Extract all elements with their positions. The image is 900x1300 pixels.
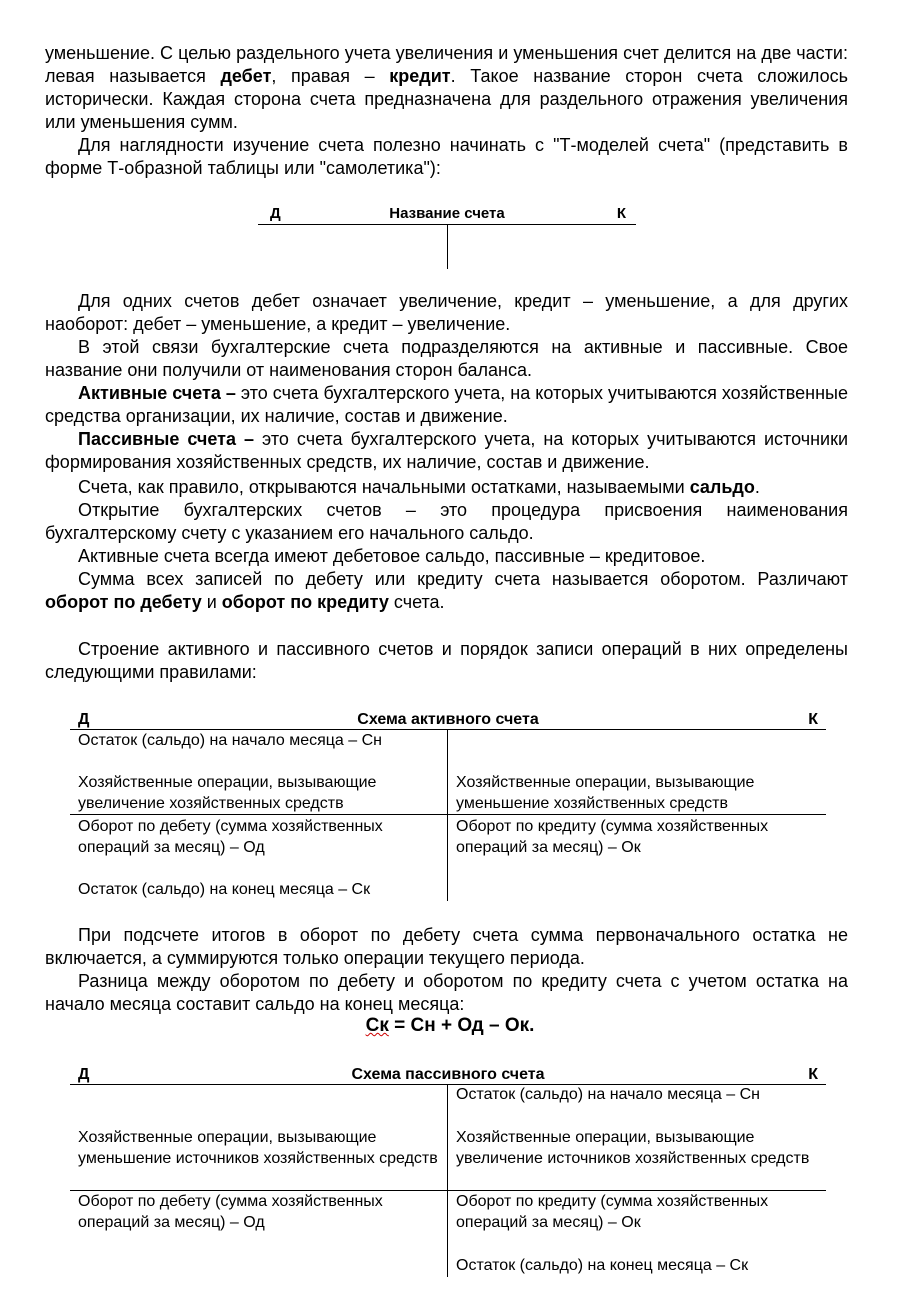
t-model-vertical-line bbox=[447, 224, 448, 269]
term-passive-accounts: Пассивные счета – bbox=[78, 429, 255, 449]
formula-rhs: = Сн + Од – Ок. bbox=[388, 1015, 535, 1036]
paragraph-closing-balance: Разница между оборотом по дебету и оборотом по кредиту счета с учетом остатка на начало месяца составит сальдо на конец месяца: bbox=[45, 971, 848, 1014]
text: это счета бухгалтерского учета, на которых учитываются источники формирования хозяйственных средств, их наличие, состав и движение. bbox=[45, 429, 848, 472]
paragraph-turnover-calc: При подсчете итогов в оборот по дебету счета сумма первоначального остатка не включается, а суммируются только операции текущего периода. bbox=[45, 925, 848, 968]
debit-operations-cell: Хозяйственные операции, вызывающие уменьшение источников хозяйственных средств bbox=[78, 1129, 438, 1167]
credit-turnover-cell: Оборот по кредиту (сумма хозяйственных операций за месяц) – Ок bbox=[456, 1193, 769, 1231]
credit-turnover-cell: Оборот по кредиту (сумма хозяйственных операций за месяц) – Ок bbox=[456, 818, 769, 856]
paragraph-saldo-types: Активные счета всегда имеют дебетовое сальдо, пассивные – кредитовое. bbox=[78, 546, 706, 566]
t-model-title: Название счета bbox=[389, 205, 505, 222]
text: уменьшение. С целью раздельного учета увеличения и уменьшения счет делится на две части: левая называется bbox=[45, 43, 848, 86]
t-model-diagram bbox=[258, 205, 636, 269]
paragraph-debit-credit bbox=[45, 42, 848, 134]
text: Сумма всех записей по дебету или кредиту счета называется оборотом. Различают bbox=[78, 569, 848, 589]
t-model-credit-label: К bbox=[616, 205, 626, 222]
paragraph-account-types: В этой связи бухгалтерские счета подразделяются на активные и пассивные. Свое название они получили от наименования сторон баланса. bbox=[45, 337, 848, 380]
scheme-header bbox=[70, 709, 826, 729]
t-model-header bbox=[258, 205, 636, 225]
term-credit-turnover: оборот по кредиту bbox=[221, 592, 389, 612]
scheme-credit-label: К bbox=[808, 711, 818, 728]
opening-balance-cell: Остаток (сальдо) на начало месяца – Сн bbox=[78, 732, 382, 749]
t-model-debit-label: Д bbox=[270, 205, 281, 222]
passive-account-scheme bbox=[70, 1064, 826, 1278]
debit-turnover-cell: Оборот по дебету (сумма хозяйственных операций за месяц) – Од bbox=[78, 818, 383, 856]
scheme-title: Схема пассивного счета bbox=[351, 1066, 545, 1083]
credit-operations-cell: Хозяйственные операции, вызывающие увеличение источников хозяйственных средств bbox=[456, 1129, 810, 1167]
text: и bbox=[201, 592, 222, 612]
term-debit: дебет bbox=[220, 66, 272, 86]
text: это счета бухгалтерского учета, на которых учитываются хозяйственные средства организации, их наличие, состав и движение. bbox=[45, 383, 848, 426]
paragraph-account-opening: Открытие бухгалтерских счетов – это процедура присвоения наименования бухгалтерскому счету с указанием его начального сальдо. bbox=[45, 500, 848, 543]
closing-balance-cell: Остаток (сальдо) на конец месяца – Ск bbox=[456, 1257, 749, 1274]
term-saldo: сальдо bbox=[689, 477, 755, 497]
paragraph-active-accounts bbox=[45, 382, 848, 428]
scheme-debit-label: Д bbox=[78, 711, 90, 728]
scheme-debit-label: Д bbox=[78, 1066, 90, 1083]
formula-lhs: Ск bbox=[365, 1015, 389, 1036]
text: . bbox=[754, 477, 760, 497]
debit-operations-cell: Хозяйственные операции, вызывающие увеличение хозяйственных средств bbox=[78, 774, 377, 812]
text: . Такое название сторон счета сложилось исторически. Каждая сторона счета предназначена для раздельного отражения увеличения или уменьшения сумм. bbox=[45, 66, 848, 132]
closing-balance-cell: Остаток (сальдо) на конец месяца – Ск bbox=[78, 881, 371, 898]
paragraph-turnover bbox=[45, 568, 848, 614]
balance-formula bbox=[0, 1015, 900, 1037]
scheme-credit-label: К bbox=[808, 1066, 818, 1083]
scheme-header bbox=[70, 1064, 826, 1084]
text: , правая – bbox=[271, 66, 390, 86]
term-debit-turnover: оборот по дебету bbox=[45, 592, 202, 612]
text: Счета, как правило, открываются начальными остатками, называемыми bbox=[78, 477, 690, 497]
scheme-middle-line bbox=[70, 814, 826, 815]
credit-operations-cell: Хозяйственные операции, вызывающие уменьшение хозяйственных средств bbox=[456, 774, 755, 812]
paragraph-passive-accounts bbox=[45, 428, 848, 474]
term-credit: кредит bbox=[389, 66, 451, 86]
scheme-title: Схема активного счета bbox=[357, 711, 539, 728]
paragraph-t-model-intro: Для наглядности изучение счета полезно начинать с "Т-моделей счета" (представить в форме Т-образной таблицы или "самолетика"): bbox=[45, 135, 848, 178]
text: счета. bbox=[388, 592, 445, 612]
active-account-scheme bbox=[70, 709, 826, 901]
paragraph-structure-rules: Строение активного и пассивного счетов и порядок записи операций в них определены следующими правилами: bbox=[45, 639, 848, 682]
paragraph-balance bbox=[45, 476, 848, 499]
paragraph-debit-meaning: Для одних счетов дебет означает увеличение, кредит – уменьшение, а для других наоборот: дебет – уменьшение, а кредит – увеличение. bbox=[45, 291, 848, 334]
scheme-vertical-line bbox=[447, 1084, 448, 1277]
opening-balance-cell: Остаток (сальдо) на начало месяца – Сн bbox=[456, 1086, 760, 1103]
debit-turnover-cell: Оборот по дебету (сумма хозяйственных операций за месяц) – Од bbox=[78, 1193, 383, 1231]
term-active-accounts: Активные счета – bbox=[78, 383, 236, 403]
scheme-vertical-line bbox=[447, 729, 448, 901]
